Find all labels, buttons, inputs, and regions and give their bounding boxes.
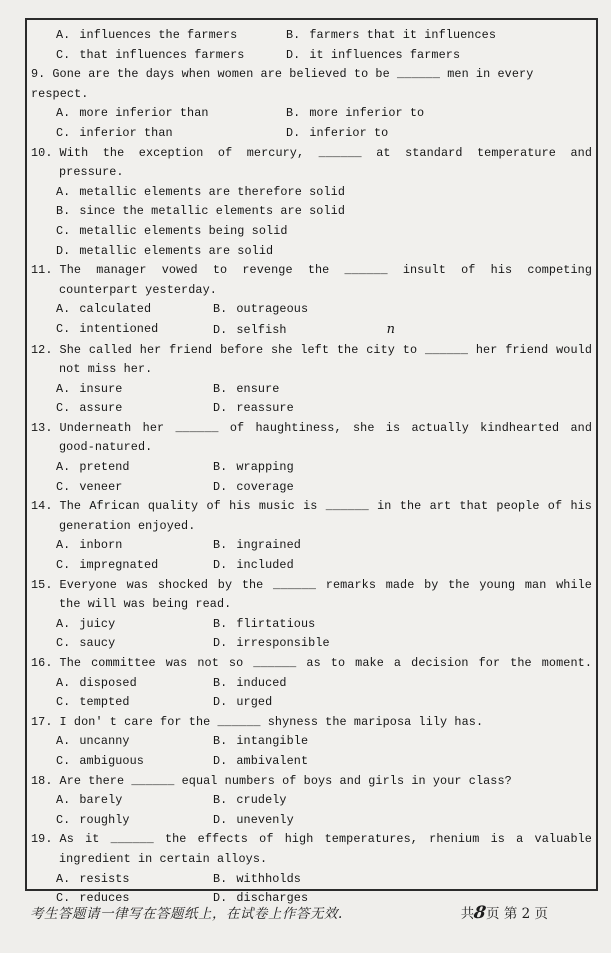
option-text: ambivalent — [236, 753, 309, 768]
question — [31, 772, 592, 831]
option-text: saucy — [79, 636, 116, 651]
stem-line — [31, 713, 592, 733]
stem-line: counterpart yesterday. — [59, 282, 217, 297]
option-d — [213, 556, 294, 576]
option-label: A. — [56, 302, 71, 317]
option-label: D. — [213, 322, 228, 337]
option-text: inferior to — [309, 125, 389, 140]
option-text: reassure — [236, 401, 294, 416]
question — [31, 341, 592, 419]
option-label: B. — [213, 871, 228, 886]
stem-line — [31, 654, 592, 674]
option-label: C. — [56, 753, 71, 768]
option-text: since the metallic elements are solid — [79, 204, 345, 219]
option-text: uncanny — [79, 734, 130, 749]
option-label: A. — [56, 28, 71, 42]
option-c — [56, 634, 213, 654]
options — [31, 183, 592, 261]
option-row — [31, 26, 592, 46]
option-text: reduces — [79, 891, 130, 906]
option-text: unevenly — [236, 812, 294, 827]
option-row — [31, 556, 592, 576]
option-d — [213, 693, 272, 713]
stem-line: ingredient in certain alloys. — [59, 851, 268, 866]
option-c — [56, 811, 213, 831]
option-d — [213, 399, 294, 419]
option-text: metallic elements are therefore solid — [79, 184, 345, 199]
stem-text: She called her friend before she left the city to ______ her friend would — [59, 342, 592, 357]
option-b — [213, 380, 279, 400]
option-text: induced — [236, 675, 287, 690]
stem-text: Are there ______ equal numbers of boys and girls in your class? — [59, 773, 512, 788]
question-stem — [31, 576, 592, 615]
option-text: irresponsible — [236, 636, 330, 651]
option-label: A. — [56, 675, 71, 690]
option-text: ensure — [236, 381, 280, 396]
option-text: ambiguous — [79, 753, 144, 768]
question-number: 14. — [31, 499, 53, 514]
option-text: inborn — [79, 538, 123, 553]
option-text: urged — [236, 695, 273, 710]
option-d — [213, 752, 308, 772]
option-d — [286, 46, 460, 66]
options — [31, 26, 592, 65]
option-c — [56, 399, 213, 419]
option-label: B. — [213, 734, 228, 749]
option-b — [213, 536, 301, 556]
option-row — [31, 870, 592, 890]
question-stem — [31, 772, 592, 792]
page-indicator-prefix: 共 — [460, 906, 475, 922]
option-label: B. — [213, 793, 228, 808]
option-d — [213, 478, 294, 498]
options — [31, 458, 592, 497]
stem-line — [31, 419, 592, 439]
option-text: withholds — [236, 871, 301, 886]
option-b — [56, 202, 345, 222]
option-text: juicy — [79, 616, 116, 631]
option-a — [56, 26, 286, 46]
option-label: D. — [213, 695, 228, 710]
option-text: ingrained — [236, 538, 301, 553]
option-label: D. — [213, 636, 228, 651]
option-text: intangible — [236, 734, 309, 749]
option-a — [56, 791, 213, 811]
option-label: A. — [56, 381, 71, 396]
option-c — [56, 46, 286, 66]
option-text: that influences farmers — [79, 47, 245, 62]
option-label: B. — [56, 204, 71, 219]
question-number: 17. — [31, 714, 53, 729]
options — [31, 674, 592, 713]
option-text: intentioned — [79, 321, 159, 336]
option-row — [31, 732, 592, 752]
option-text: metallic elements being solid — [79, 223, 288, 238]
question — [31, 576, 592, 654]
footer-note: 考生答题请一律写在答题纸上，在试卷上作答无效. — [30, 906, 343, 922]
option-label: D. — [286, 47, 301, 62]
stem-text: Gone are the days when women are believed to be ______ men in every respect. — [31, 67, 534, 101]
options — [31, 732, 592, 771]
question-number: 9. — [31, 67, 46, 82]
option-label: C. — [56, 125, 71, 140]
options — [31, 536, 592, 575]
option-row — [31, 380, 592, 400]
stem-text: With the exception of mercury, ______ at standard temperature and — [59, 145, 592, 160]
question-stem — [31, 419, 592, 458]
option-text: discharges — [236, 891, 309, 906]
option-label: C. — [56, 695, 71, 710]
option-a — [56, 380, 213, 400]
question-stem — [31, 497, 592, 536]
option-text: outrageous — [236, 302, 309, 317]
questions-list — [31, 26, 592, 909]
stem-text: As it ______ the effects of high temperatures, rhenium is a valuable — [59, 832, 592, 847]
option-text: calculated — [79, 302, 152, 317]
option-label: B. — [213, 302, 228, 317]
option-b — [213, 615, 315, 635]
stem-line — [31, 497, 592, 517]
page-footer — [30, 902, 590, 923]
option-b — [213, 791, 287, 811]
stem-text: Everyone was shocked by the ______ remarks made by the young man while — [59, 577, 592, 592]
question — [31, 830, 592, 908]
option-c — [56, 693, 213, 713]
option-text: coverage — [236, 479, 294, 494]
option-d — [213, 811, 294, 831]
stem-text: The committee was not so ______ as to make a decision for the moment. — [59, 656, 592, 670]
option-a — [56, 104, 286, 124]
option-label: B. — [213, 675, 228, 690]
option-label: C. — [56, 401, 71, 416]
option-c — [56, 556, 213, 576]
option-a — [56, 732, 213, 752]
question-number: 18. — [31, 773, 53, 788]
option-row — [31, 752, 592, 772]
stem-line — [31, 65, 592, 104]
option-b — [213, 300, 308, 320]
option-label: B. — [286, 106, 301, 121]
option-d — [56, 242, 273, 262]
stem-line — [31, 830, 592, 850]
question — [31, 26, 592, 65]
option-label: B. — [213, 381, 228, 396]
option-text: included — [236, 558, 294, 573]
options — [31, 104, 592, 143]
option-c — [56, 320, 213, 341]
option-row — [31, 202, 592, 222]
option-text: it influences farmers — [309, 47, 461, 62]
stray-mark: n — [386, 321, 396, 337]
option-text: disposed — [79, 675, 137, 690]
stem-line: not miss her. — [59, 362, 153, 377]
option-row — [31, 536, 592, 556]
question-stem — [31, 830, 592, 869]
option-label: D. — [56, 243, 71, 258]
option-label: D. — [213, 891, 228, 906]
options — [31, 380, 592, 419]
option-label: D. — [213, 558, 228, 573]
stem-line: pressure. — [59, 165, 124, 180]
option-c — [56, 752, 213, 772]
page-indicator — [461, 902, 590, 923]
stem-line: the will was being read. — [59, 597, 232, 612]
exam-paper-frame — [25, 18, 598, 906]
page-indicator-total: 8 — [472, 903, 488, 923]
option-label: C. — [56, 812, 71, 827]
option-text: barely — [79, 793, 123, 808]
option-a — [56, 674, 213, 694]
option-label: B. — [213, 460, 228, 475]
option-label: C. — [56, 558, 71, 573]
option-text: resists — [79, 871, 130, 886]
option-label: A. — [56, 793, 71, 808]
option-label: A. — [56, 106, 71, 121]
option-label: D. — [213, 479, 228, 494]
option-label: B. — [213, 616, 228, 631]
option-text: pretend — [79, 460, 130, 475]
stem-line — [31, 576, 592, 596]
stem-line: good-natured. — [59, 440, 153, 455]
option-label: A. — [56, 871, 71, 886]
option-row — [31, 634, 592, 654]
option-row — [31, 458, 592, 478]
option-a — [56, 300, 213, 320]
question-number: 16. — [31, 656, 53, 670]
option-text: farmers that it influences — [309, 28, 497, 42]
question — [31, 654, 592, 713]
question — [31, 144, 592, 262]
option-a — [56, 870, 213, 890]
option-text: flirtatious — [236, 616, 316, 631]
question — [31, 65, 592, 143]
stem-line — [31, 341, 592, 361]
option-row — [31, 693, 592, 713]
option-text: influences the farmers — [79, 28, 238, 42]
option-text: more inferior than — [79, 106, 209, 121]
option-row — [31, 791, 592, 811]
question-number: 15. — [31, 577, 53, 592]
option-text: assure — [79, 401, 123, 416]
question — [31, 497, 592, 575]
option-a — [56, 458, 213, 478]
option-text: inferior than — [79, 125, 173, 140]
option-label: C. — [56, 636, 71, 651]
question-number: 19. — [31, 832, 53, 847]
option-b — [213, 870, 301, 890]
option-a — [56, 615, 213, 635]
question — [31, 261, 592, 340]
question-number: 12. — [31, 342, 53, 357]
stem-text: The manager vowed to revenge the ______ insult of his competing — [59, 263, 592, 278]
option-label: A. — [56, 616, 71, 631]
option-label: A. — [56, 460, 71, 475]
option-row — [31, 104, 592, 124]
stem-text: I don' t care for the ______ shyness the mariposa lily has. — [59, 714, 484, 729]
option-row — [31, 399, 592, 419]
stem-line — [31, 772, 592, 792]
option-label: D. — [286, 125, 301, 140]
question-number: 13. — [31, 420, 53, 435]
option-label: C. — [56, 223, 71, 238]
option-text: impregnated — [79, 558, 159, 573]
option-label: C. — [56, 321, 71, 336]
option-b — [213, 458, 294, 478]
page-indicator-suffix: 页 第 2 页 — [486, 906, 548, 922]
option-text: wrapping — [236, 460, 294, 475]
question-stem — [31, 144, 592, 183]
option-c — [56, 124, 286, 144]
options — [31, 791, 592, 830]
question — [31, 419, 592, 497]
option-row — [31, 478, 592, 498]
option-row — [31, 615, 592, 635]
option-d — [286, 124, 388, 144]
option-row — [31, 124, 592, 144]
option-label: A. — [56, 734, 71, 749]
stem-line — [31, 144, 592, 164]
option-row — [31, 242, 592, 262]
option-text: tempted — [79, 695, 130, 710]
option-c — [56, 222, 288, 242]
option-label: B. — [213, 538, 228, 553]
option-d — [213, 320, 395, 341]
option-row — [31, 300, 592, 320]
question-stem — [31, 65, 592, 104]
option-text: crudely — [236, 793, 287, 808]
option-row — [31, 46, 592, 66]
option-row — [31, 320, 592, 341]
option-b — [286, 104, 424, 124]
option-text: metallic elements are solid — [79, 243, 274, 258]
option-b — [286, 26, 496, 46]
option-d — [213, 634, 330, 654]
option-row — [31, 811, 592, 831]
option-label: D. — [213, 401, 228, 416]
option-label: A. — [56, 538, 71, 553]
option-text: selfish — [236, 322, 287, 337]
option-label: D. — [213, 753, 228, 768]
question-stem — [31, 713, 592, 733]
option-c — [56, 478, 213, 498]
option-label: C. — [56, 47, 71, 62]
question-number: 10. — [31, 145, 53, 160]
option-text: veneer — [79, 479, 123, 494]
options — [31, 300, 592, 340]
option-b — [213, 732, 308, 752]
question-stem — [31, 261, 592, 300]
option-row — [31, 674, 592, 694]
option-label: D. — [213, 812, 228, 827]
option-label: B. — [286, 28, 301, 42]
question-stem — [31, 654, 592, 674]
option-text: more inferior to — [309, 106, 425, 121]
option-text: insure — [79, 381, 123, 396]
question — [31, 713, 592, 772]
option-row — [31, 183, 592, 203]
stem-line — [31, 261, 592, 281]
options — [31, 615, 592, 654]
option-a — [56, 183, 345, 203]
stem-line: generation enjoyed. — [59, 518, 196, 533]
stem-text: Underneath her ______ of haughtiness, she is actually kindhearted and — [59, 420, 592, 435]
stem-text: The African quality of his music is ______ in the art that people of his — [59, 499, 592, 514]
question-stem — [31, 341, 592, 380]
option-text: roughly — [79, 812, 130, 827]
option-b — [213, 674, 287, 694]
option-a — [56, 536, 213, 556]
option-row — [31, 222, 592, 242]
option-label: C. — [56, 479, 71, 494]
question-number: 11. — [31, 263, 53, 278]
option-label: C. — [56, 891, 71, 906]
option-label: A. — [56, 184, 71, 199]
